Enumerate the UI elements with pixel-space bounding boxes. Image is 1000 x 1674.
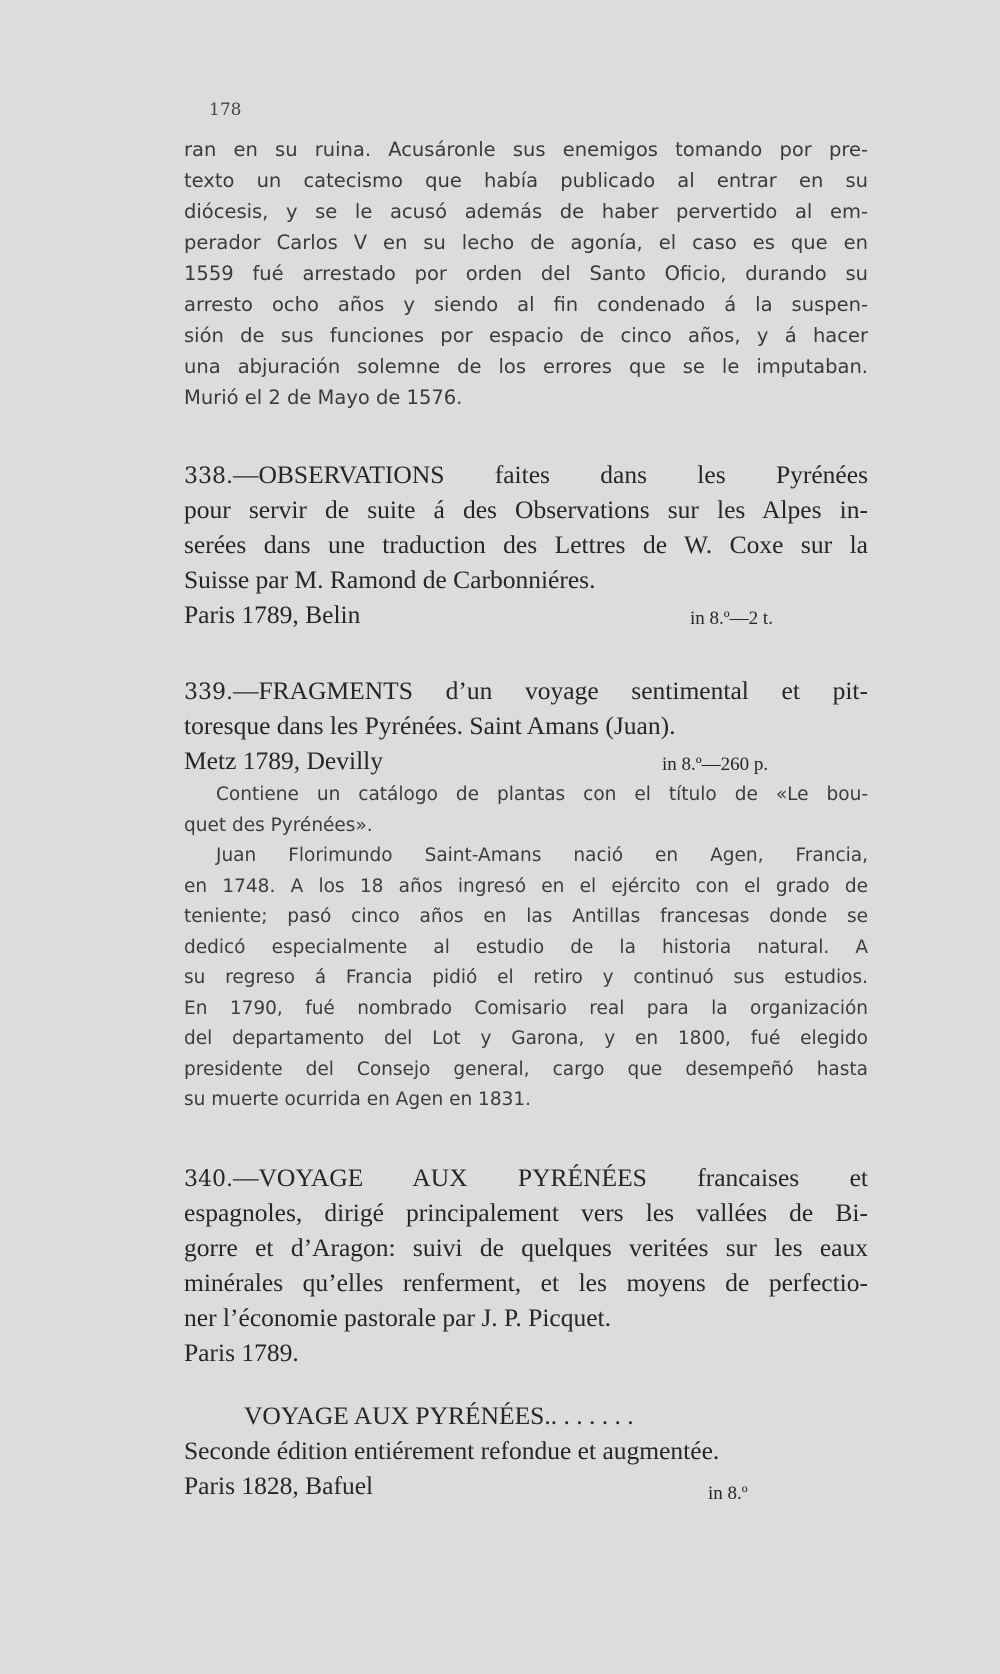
format-text: in 8.º — [708, 1483, 748, 1504]
format-text: in 8.º—2 t. — [690, 608, 773, 629]
text-line: 1559 fué arrestado por orden del Santo Oficio, durando su — [184, 262, 868, 285]
text-line: Murió el 2 de Mayo de 1576. — [184, 386, 463, 409]
text-line: sión de sus funciones por espacio de cinco años, y á hacer — [184, 324, 868, 347]
entry-340 — [184, 1160, 868, 1371]
note-line: teniente; pasó cinco años en las Antillas francesas donde se — [184, 906, 868, 927]
entry-imprint — [184, 597, 868, 633]
entry-title-line: pour servir de suite á des Observations sur les Alpes in- — [184, 495, 868, 524]
note-line: en 1748. A los 18 años ingresó en el ejército con el grado de — [184, 875, 868, 897]
text-line: una abjuración solemne de los errores que se le imputaban. — [184, 355, 868, 378]
note-line: Contiene un catálogo de plantas con el título de «Le bou- — [216, 784, 868, 805]
text-line: arresto ocho años y siendo al fin condenado á la suspen- — [184, 293, 868, 316]
entry-title-line: espagnoles, dirigé principalement vers les vallées de Bi- — [184, 1198, 868, 1227]
entry-number: 340. — [184, 1167, 233, 1192]
entry-title-line: Suisse par M. Ramond de Carbonniéres. — [184, 565, 596, 594]
imprint-text: Paris 1789, Belin — [184, 600, 361, 629]
note-line: presidente del Consejo general, cargo que desempeñó hasta — [184, 1058, 868, 1080]
imprint-text: Paris 1828, Bafuel — [184, 1471, 374, 1500]
note-line: Juan Florimundo Saint-Amans nació en Agen, Francia, — [216, 845, 868, 866]
format-text: in 8.º—260 p. — [662, 754, 769, 775]
continuation-paragraph — [184, 134, 868, 413]
entry-338 — [184, 457, 868, 633]
entry-title-line: VOYAGE AUX PYRÉNÉES.. . . . . . . — [244, 1401, 634, 1430]
note-line: dedicó especialmente al estudio de la historia natural. A — [184, 936, 868, 958]
text-line: perador Carlos V en su lecho de agonía, el caso es que en — [184, 231, 868, 254]
text-line: texto un catecismo que había publicado al entrar en su — [184, 169, 868, 192]
entry-number: 339. — [184, 680, 233, 705]
text-line: diócesis, y se le acusó además de haber pervertido al em- — [184, 200, 868, 223]
entry-imprint — [184, 1335, 868, 1371]
entry-339-notes — [184, 780, 868, 1116]
note-line: su muerte ocurrida en Agen en 1831. — [184, 1089, 532, 1110]
entry-title-line: ner l’économie pastorale par J. P. Picquet. — [184, 1303, 612, 1332]
second-edition-entry — [184, 1398, 868, 1504]
entry-number: 338. — [184, 464, 233, 489]
note-line: su regreso á Francia pidió el retiro y continuó sus estudios. — [184, 967, 868, 988]
imprint-text: Metz 1789, Devilly — [184, 746, 384, 775]
text-line: ran en su ruina. Acusáronle sus enemigos tomando por pre- — [184, 138, 868, 161]
page-number: 178 — [209, 100, 242, 120]
entry-title-line: serées dans une traduction des Lettres de W. Coxe sur la — [184, 530, 868, 559]
note-line: del departamento del Lot y Garona, y en 1800, fué elegido — [184, 1028, 868, 1049]
entry-imprint — [184, 743, 868, 779]
note-line: quet des Pyrénées». — [184, 814, 373, 836]
entry-title-line: minérales qu’elles renferment, et les moyens de perfectio- — [184, 1268, 868, 1297]
entry-title-line: Seconde édition entiérement refondue et augmentée. — [184, 1436, 720, 1465]
entry-title-line: 340.—VOYAGE AUX PYRÉNÉES francaises et — [184, 1163, 868, 1192]
entry-title-line: gorre et d’Aragon: suivi de quelques veritées sur les eaux — [184, 1233, 868, 1262]
imprint-text: Paris 1789. — [184, 1338, 299, 1367]
entry-title-line: 338.—OBSERVATIONS faites dans les Pyrénées — [184, 460, 868, 489]
note-line: En 1790, fué nombrado Comisario real para la organización — [184, 997, 868, 1019]
entry-title-line: 339.—FRAGMENTS d’un voyage sentimental et pit- — [184, 676, 868, 705]
entry-339 — [184, 673, 868, 779]
entry-title-line: toresque dans les Pyrénées. Saint Amans (Juan). — [184, 711, 676, 740]
entry-imprint — [184, 1468, 868, 1504]
